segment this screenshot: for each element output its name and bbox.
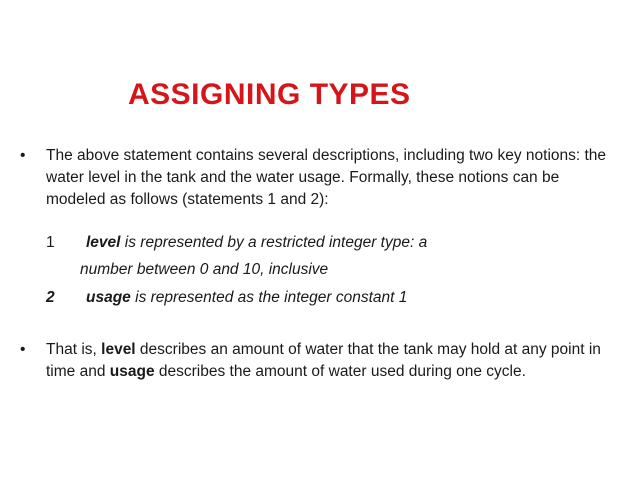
statement-text: is represented by a restricted integer type: a	[120, 234, 428, 251]
slide-title: ASSIGNING TYPES	[128, 78, 411, 111]
bullet-item	[20, 145, 620, 211]
statement-2	[46, 287, 606, 309]
statement-text: number between 0 and 10, inclusive	[80, 261, 329, 278]
bullet-item	[20, 339, 620, 383]
bullet-text	[46, 339, 620, 383]
bullet-text-suffix: describes the amount of water used during one cycle.	[154, 363, 526, 380]
statement-1	[46, 232, 606, 254]
statement-number: 1	[46, 234, 55, 251]
bullet-icon: •	[20, 341, 26, 358]
bullet-text-middle: describes an amount of water that the tank may hold at any point in time and	[46, 341, 601, 380]
bullet-term-level: level	[101, 341, 136, 358]
statement-text: is represented as the integer constant 1	[130, 289, 408, 306]
statement-number: 2	[46, 289, 55, 306]
bullet-term-usage: usage	[109, 363, 155, 380]
bullet-text: The above statement contains several descriptions, including two key notions: the water level in the tank and the water usage. Formally, these notions can be modeled as follows (statements 1 and 2):	[46, 147, 607, 208]
bullet-icon: •	[20, 147, 26, 164]
statement-term: level	[86, 234, 121, 251]
statement-1-continuation	[80, 259, 638, 281]
bullet-text-prefix: That is,	[46, 341, 102, 358]
statement-term: usage	[86, 289, 131, 306]
